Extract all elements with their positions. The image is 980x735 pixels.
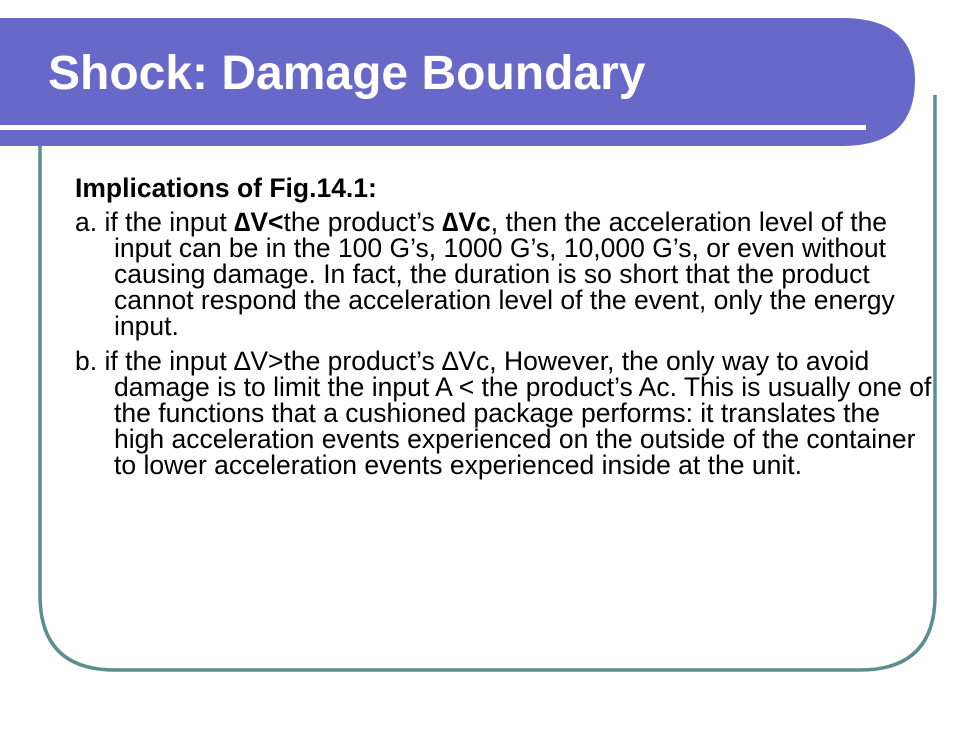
item-b-marker: b. [75, 346, 98, 376]
item-a-delta-vc: ∆Vc [442, 207, 491, 237]
item-b-text: if the input ∆V>the product’s ∆Vc, However, the only way to avoid damage is to limit the input A < the product’s Ac. This is usually one of the functions that a cushioned package performs: it translates the high acceleration events experienced on the outside of the container to lower acceleration events experienced inside at the unit. [97, 346, 932, 480]
implications-heading: Implications of Fig.14.1: [75, 173, 377, 203]
item-a-delta-v: ∆V< [234, 207, 284, 237]
item-a-text-3: , then the acceleration level of the input can be in the 100 G’s, 1000 G’s, 10,000 G’s, or even without causing damage. In fact, the duration is so short that the product cannot respond the acceleration level of the event, only the energy input. [114, 207, 895, 341]
slide-title: Shock: Damage Boundary [48, 47, 646, 100]
title-underline [0, 125, 866, 130]
item-a-marker: a. [75, 207, 98, 237]
item-a-text-1: if the input [97, 207, 235, 237]
item-a-text-2: the product’s [283, 207, 443, 237]
slide-body [75, 173, 935, 487]
list-item-b [75, 348, 935, 478]
list-item-a [75, 209, 935, 339]
